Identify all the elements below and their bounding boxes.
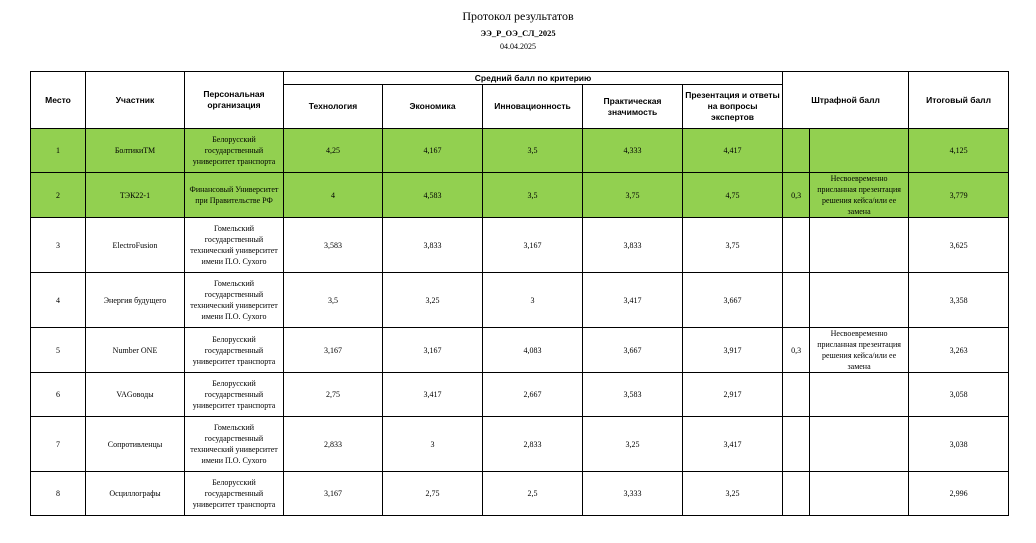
- results-table: [30, 71, 1009, 516]
- cell-technology: 4,25: [284, 129, 383, 173]
- cell-technology: 3,167: [284, 328, 383, 373]
- cell-presentation: 2,917: [683, 373, 783, 417]
- cell-organization: Гомельский государственный технический университет имени П.О. Сухого: [185, 218, 284, 273]
- cell-organization: Белорусский государственный университет транспорта: [185, 328, 284, 373]
- cell-practical: 3,833: [583, 218, 683, 273]
- protocol-date: 04.04.2025: [500, 42, 536, 51]
- cell-economics: 3,833: [383, 218, 483, 273]
- table-row: [31, 129, 1009, 173]
- cell-economics: 4,167: [383, 129, 483, 173]
- table-row: [31, 173, 1009, 218]
- cell-organization: Белорусский государственный университет транспорта: [185, 373, 284, 417]
- table-row: [31, 417, 1009, 472]
- col-header-practical: Практическая значимость: [583, 85, 683, 129]
- cell-penalty-note: Несвоевременно присланная презентация решения кейса/или ее замена: [810, 328, 909, 373]
- cell-total: 4,125: [909, 129, 1009, 173]
- page-title: Протокол результатов: [462, 9, 574, 23]
- cell-participant: Сопротивленцы: [86, 417, 185, 472]
- cell-penalty-note: Несвоевременно присланная презентация решения кейса/или ее замена: [810, 173, 909, 218]
- col-header-participant: Участник: [86, 72, 185, 129]
- cell-organization: Гомельский государственный технический университет имени П.О. Сухого: [185, 273, 284, 328]
- col-header-total: Итоговый балл: [909, 72, 1009, 129]
- cell-penalty: 0,3: [783, 173, 810, 218]
- cell-presentation: 3,75: [683, 218, 783, 273]
- cell-presentation: 3,417: [683, 417, 783, 472]
- cell-presentation: 4,417: [683, 129, 783, 173]
- cell-innovation: 3,5: [483, 173, 583, 218]
- cell-economics: 3,167: [383, 328, 483, 373]
- table-row: [31, 472, 1009, 516]
- cell-penalty-note: [810, 373, 909, 417]
- protocol-code: ЭЭ_Р_ОЭ_СЛ_2025: [480, 28, 556, 38]
- col-header-innovation: Инновационность: [483, 85, 583, 129]
- cell-presentation: 3,917: [683, 328, 783, 373]
- cell-penalty: [783, 273, 810, 328]
- cell-penalty: [783, 373, 810, 417]
- cell-penalty: [783, 218, 810, 273]
- cell-total: 3,263: [909, 328, 1009, 373]
- table-row: [31, 328, 1009, 373]
- cell-penalty: [783, 129, 810, 173]
- cell-innovation: 2,5: [483, 472, 583, 516]
- table-row: [31, 373, 1009, 417]
- cell-place: 8: [31, 472, 86, 516]
- col-header-penalty: Штрафной балл: [783, 72, 909, 129]
- table-row: [31, 218, 1009, 273]
- cell-total: 3,779: [909, 173, 1009, 218]
- cell-organization: Белорусский государственный университет транспорта: [185, 129, 284, 173]
- cell-technology: 2,75: [284, 373, 383, 417]
- col-header-place: Место: [31, 72, 86, 129]
- cell-total: 3,625: [909, 218, 1009, 273]
- cell-economics: 3,25: [383, 273, 483, 328]
- cell-organization: Финансовый Университет при Правительстве РФ: [185, 173, 284, 218]
- cell-organization: Гомельский государственный технический университет имени П.О. Сухого: [185, 417, 284, 472]
- col-header-organization: Персональная организация: [185, 72, 284, 129]
- cell-technology: 3,5: [284, 273, 383, 328]
- cell-participant: Number ONE: [86, 328, 185, 373]
- cell-place: 3: [31, 218, 86, 273]
- col-header-criteria-group: Средний балл по критерию: [284, 72, 783, 85]
- cell-technology: 2,833: [284, 417, 383, 472]
- cell-economics: 4,583: [383, 173, 483, 218]
- cell-technology: 3,583: [284, 218, 383, 273]
- cell-innovation: 4,083: [483, 328, 583, 373]
- table-row: [31, 273, 1009, 328]
- cell-place: 6: [31, 373, 86, 417]
- cell-practical: 3,75: [583, 173, 683, 218]
- cell-place: 2: [31, 173, 86, 218]
- cell-penalty-note: [810, 472, 909, 516]
- cell-presentation: 3,667: [683, 273, 783, 328]
- cell-innovation: 3,5: [483, 129, 583, 173]
- cell-place: 5: [31, 328, 86, 373]
- cell-total: 3,058: [909, 373, 1009, 417]
- cell-practical: 3,333: [583, 472, 683, 516]
- cell-practical: 4,333: [583, 129, 683, 173]
- cell-participant: ТЭК22-1: [86, 173, 185, 218]
- cell-presentation: 3,25: [683, 472, 783, 516]
- cell-participant: БолтикиТМ: [86, 129, 185, 173]
- cell-participant: ElectroFusion: [86, 218, 185, 273]
- cell-penalty-note: [810, 218, 909, 273]
- cell-innovation: 3,167: [483, 218, 583, 273]
- cell-place: 1: [31, 129, 86, 173]
- cell-presentation: 4,75: [683, 173, 783, 218]
- cell-technology: 4: [284, 173, 383, 218]
- cell-participant: Энергия будущего: [86, 273, 185, 328]
- cell-innovation: 3: [483, 273, 583, 328]
- cell-economics: 3: [383, 417, 483, 472]
- cell-practical: 3,583: [583, 373, 683, 417]
- col-header-technology: Технология: [284, 85, 383, 129]
- cell-economics: 3,417: [383, 373, 483, 417]
- cell-innovation: 2,667: [483, 373, 583, 417]
- cell-penalty-note: [810, 417, 909, 472]
- col-header-economics: Экономика: [383, 85, 483, 129]
- cell-total: 3,358: [909, 273, 1009, 328]
- cell-practical: 3,25: [583, 417, 683, 472]
- cell-practical: 3,417: [583, 273, 683, 328]
- cell-penalty-note: [810, 129, 909, 173]
- cell-economics: 2,75: [383, 472, 483, 516]
- cell-place: 4: [31, 273, 86, 328]
- col-header-presentation: Презентация и ответы на вопросы экспертов: [683, 85, 783, 129]
- cell-place: 7: [31, 417, 86, 472]
- cell-penalty: [783, 417, 810, 472]
- cell-penalty: 0,3: [783, 328, 810, 373]
- cell-organization: Белорусский государственный университет транспорта: [185, 472, 284, 516]
- cell-practical: 3,667: [583, 328, 683, 373]
- cell-technology: 3,167: [284, 472, 383, 516]
- cell-participant: VAGоводы: [86, 373, 185, 417]
- cell-participant: Осциллографы: [86, 472, 185, 516]
- cell-innovation: 2,833: [483, 417, 583, 472]
- cell-total: 3,038: [909, 417, 1009, 472]
- cell-total: 2,996: [909, 472, 1009, 516]
- cell-penalty-note: [810, 273, 909, 328]
- cell-penalty: [783, 472, 810, 516]
